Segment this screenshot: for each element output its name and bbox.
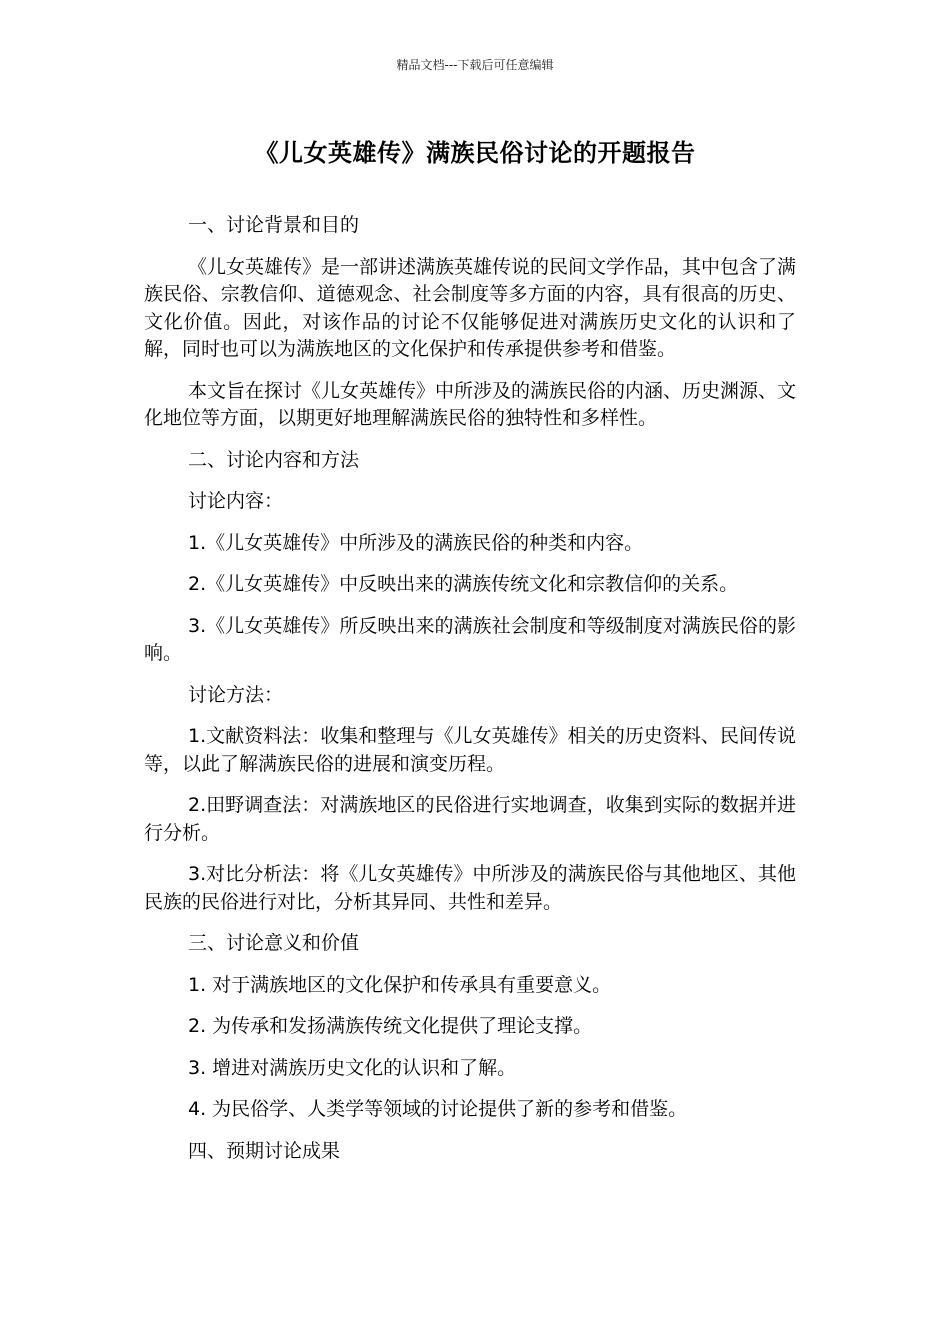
header-note: 精品文档---下载后可任意编辑 <box>396 58 554 72</box>
method-item: 2.田野调查法：对满族地区的民俗进行实地调查，收集到实际的数据并进行分析。 <box>144 794 796 844</box>
significance-item: 2. 为传承和发扬满族传统文化提供了理论支撑。 <box>188 1015 593 1037</box>
content-item: 2.《儿女英雄传》中反映出来的满族传统文化和宗教信仰的关系。 <box>188 573 739 595</box>
significance-item: 4. 为民俗学、人类学等领域的讨论提供了新的参考和借鉴。 <box>188 1098 688 1120</box>
method-item: 3.对比分析法：将《儿女英雄传》中所涉及的满族民俗与其他地区、其他民族的民俗进行对比，分析其异同、共性和差异。 <box>144 863 796 913</box>
significance-item: 3. 增进对满族历史文化的认识和了解。 <box>188 1056 517 1079</box>
content-item: 3.《儿女英雄传》所反映出来的满族社会制度和等级制度对满族民俗的影响。 <box>144 614 796 664</box>
paragraph-purpose: 本文旨在探讨《儿女英雄传》中所涉及的满族民俗的内涵、历史渊源、文化地位等方面，以期更好地理解满族民俗的独特性和多样性。 <box>144 379 797 429</box>
significance-item: 1. 对于满族地区的文化保护和传承具有重要意义。 <box>188 973 612 996</box>
section-heading-significance: 三、讨论意义和价值 <box>188 932 360 954</box>
section-heading-background: 一、讨论背景和目的 <box>188 214 360 236</box>
method-label: 讨论方法： <box>188 683 284 706</box>
content-label: 讨论内容： <box>188 490 284 512</box>
section-heading-content-method: 二、讨论内容和方法 <box>188 448 360 471</box>
method-item: 1.文献资料法：收集和整理与《儿女英雄传》相关的历史资料、民间传说等，以此了解满族民俗的进展和演变历程。 <box>144 725 796 775</box>
document-title: 《儿女英雄传》满族民俗讨论的开题报告 <box>254 139 696 167</box>
paragraph-background: 《儿女英雄传》是一部讲述满族英雄传说的民间文学作品，其中包含了满族民俗、宗教信仰、道德观念、社会制度等多方面的内容，具有很高的历史、文化价值。因此，对该作品的讨论不仅能够促进对满族历史文化的认识和了解，同时也可以为满族地区的文化保护和传承提供参考和借鉴。 <box>144 255 797 360</box>
content-item: 1.《儿女英雄传》中所涉及的满族民俗的种类和内容。 <box>188 531 644 554</box>
section-heading-expected-results: 四、预期讨论成果 <box>188 1139 341 1162</box>
document-body <box>144 212 796 1179</box>
